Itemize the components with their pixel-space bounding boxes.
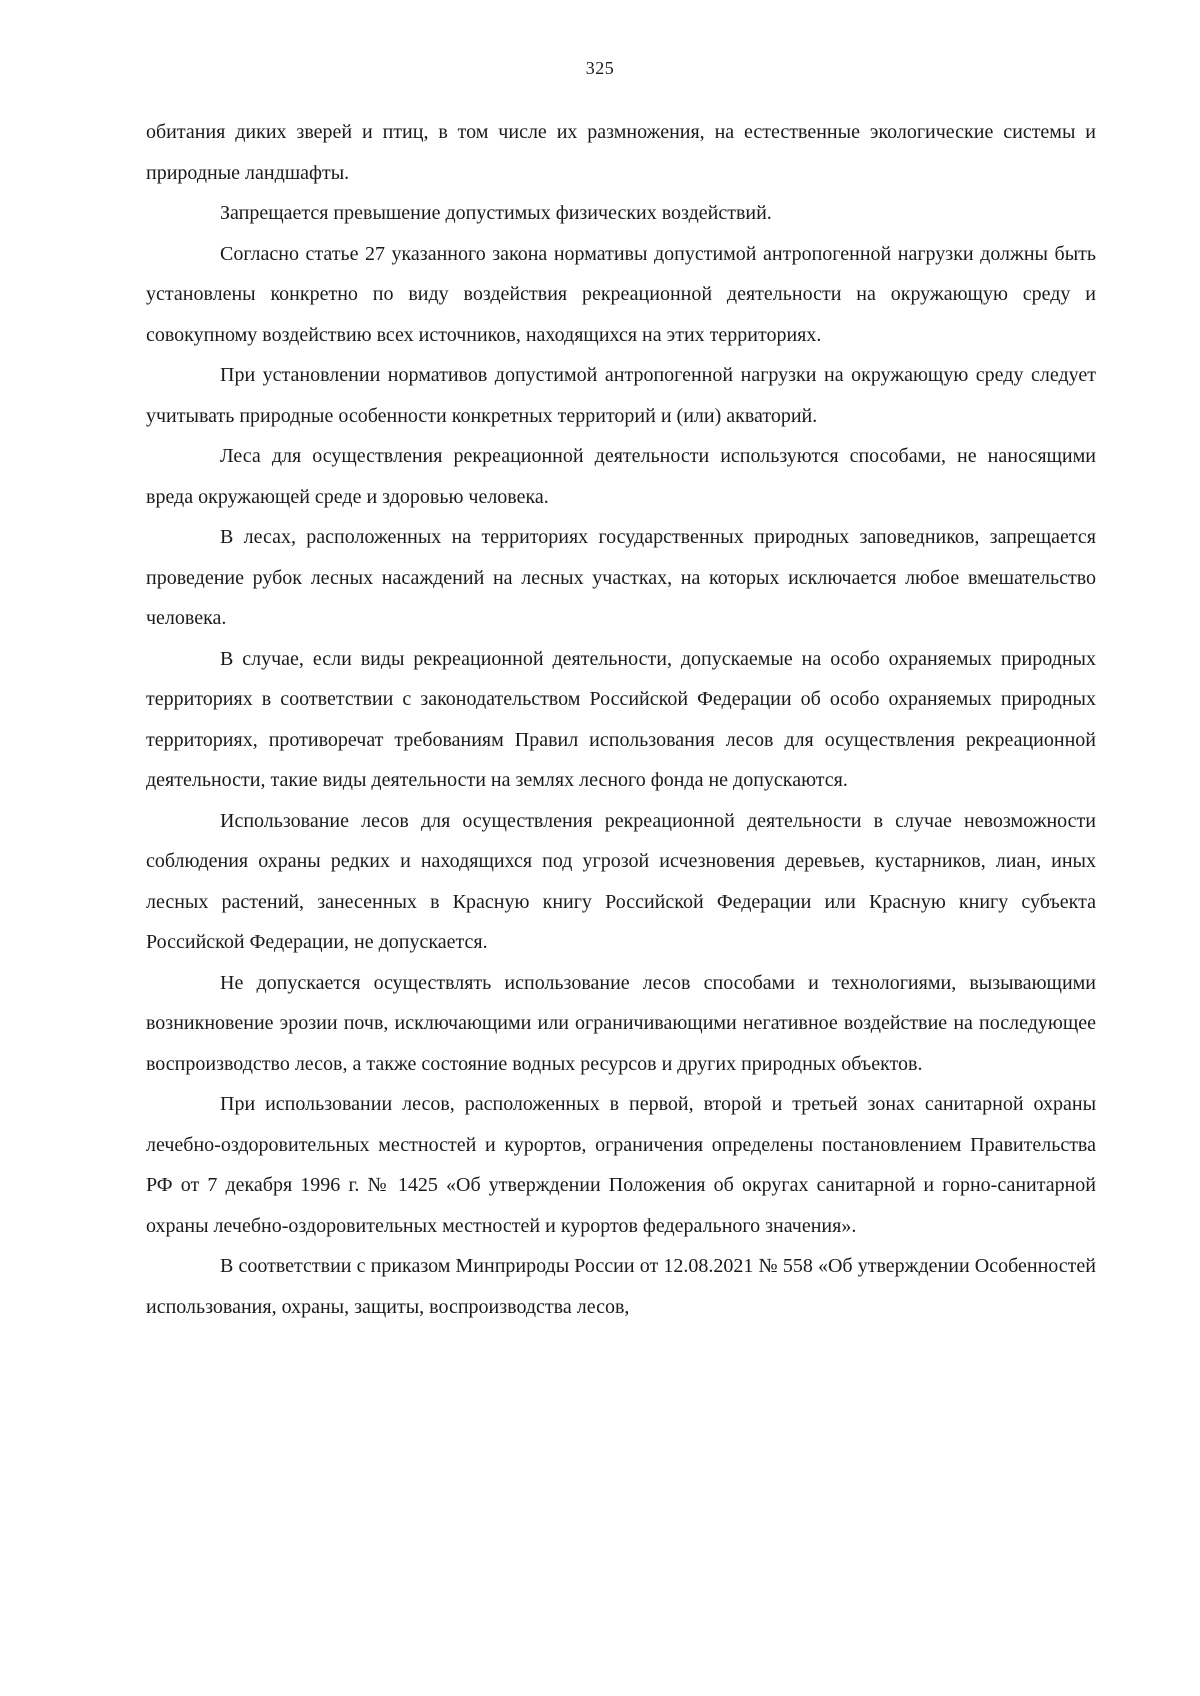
- paragraph: Согласно статье 27 указанного закона нормативы допустимой антропогенной нагрузки должны быть установлены конкретно по виду воздействия рекреационной деятельности на окружающую среду и совокупному воздействию всех источников, находящихся на этих территориях.: [146, 242, 1096, 346]
- paragraph: При установлении нормативов допустимой антропогенной нагрузки на окружающую среду следует учитывать природные особенности конкретных территорий и (или) акваторий.: [146, 364, 1096, 427]
- paragraph-continuation: обитания диких зверей и птиц, в том числе их размножения, на естественные экологические системы и природные ландшафты.: [146, 121, 1096, 184]
- document-body: [146, 112, 1096, 1327]
- paragraph: При использовании лесов, расположенных в первой, второй и третьей зонах санитарной охраны лечебно-оздоровительных местностей и курортов, ограничения определены постановлением Правительства РФ от 7 декабря 1996 г. № 1425 «Об утверждении Положения об округах санитарной и горно-санитарной охраны лечебно-оздоровительных местностей и курортов федерального значения».: [146, 1093, 1096, 1237]
- paragraph: Не допускается осуществлять использование лесов способами и технологиями, вызывающими возникновение эрозии почв, исключающими или ограничивающими негативное воздействие на последующее воспроизводство лесов, а также состояние водных ресурсов и других природных объектов.: [146, 971, 1096, 1075]
- paragraph: Запрещается превышение допустимых физических воздействий.: [220, 202, 772, 224]
- paragraph: В случае, если виды рекреационной деятельности, допускаемые на особо охраняемых природных территориях в соответствии с законодательством Российской Федерации об особо охраняемых природных территориях, противоречат требованиям Правил использования лесов для осуществления рекреационной деятельности, такие виды деятельности на землях лесного фонда не допускаются.: [146, 647, 1096, 791]
- paragraph: В лесах, расположенных на территориях государственных природных заповедников, запрещается проведение рубок лесных насаждений на лесных участках, на которых исключается любое вмешательство человека.: [146, 526, 1096, 629]
- paragraph: Использование лесов для осуществления рекреационной деятельности в случае невозможности соблюдения охраны редких и находящихся под угрозой исчезновения деревьев, кустарников, лиан, иных лесных растений, занесенных в Красную книгу Российской Федерации или Красную книгу субъекта Российской Федерации, не допускается.: [146, 809, 1096, 953]
- page-number: 325: [585, 58, 615, 78]
- paragraph: Леса для осуществления рекреационной деятельности используются способами, не наносящими вреда окружающей среде и здоровью человека.: [146, 445, 1096, 508]
- paragraph-last: В соответствии с приказом Минприроды России от 12.08.2021 № 558 «Об утверждении Особенностей использования, охраны, защиты, воспроизводства лесов,: [146, 1255, 1096, 1318]
